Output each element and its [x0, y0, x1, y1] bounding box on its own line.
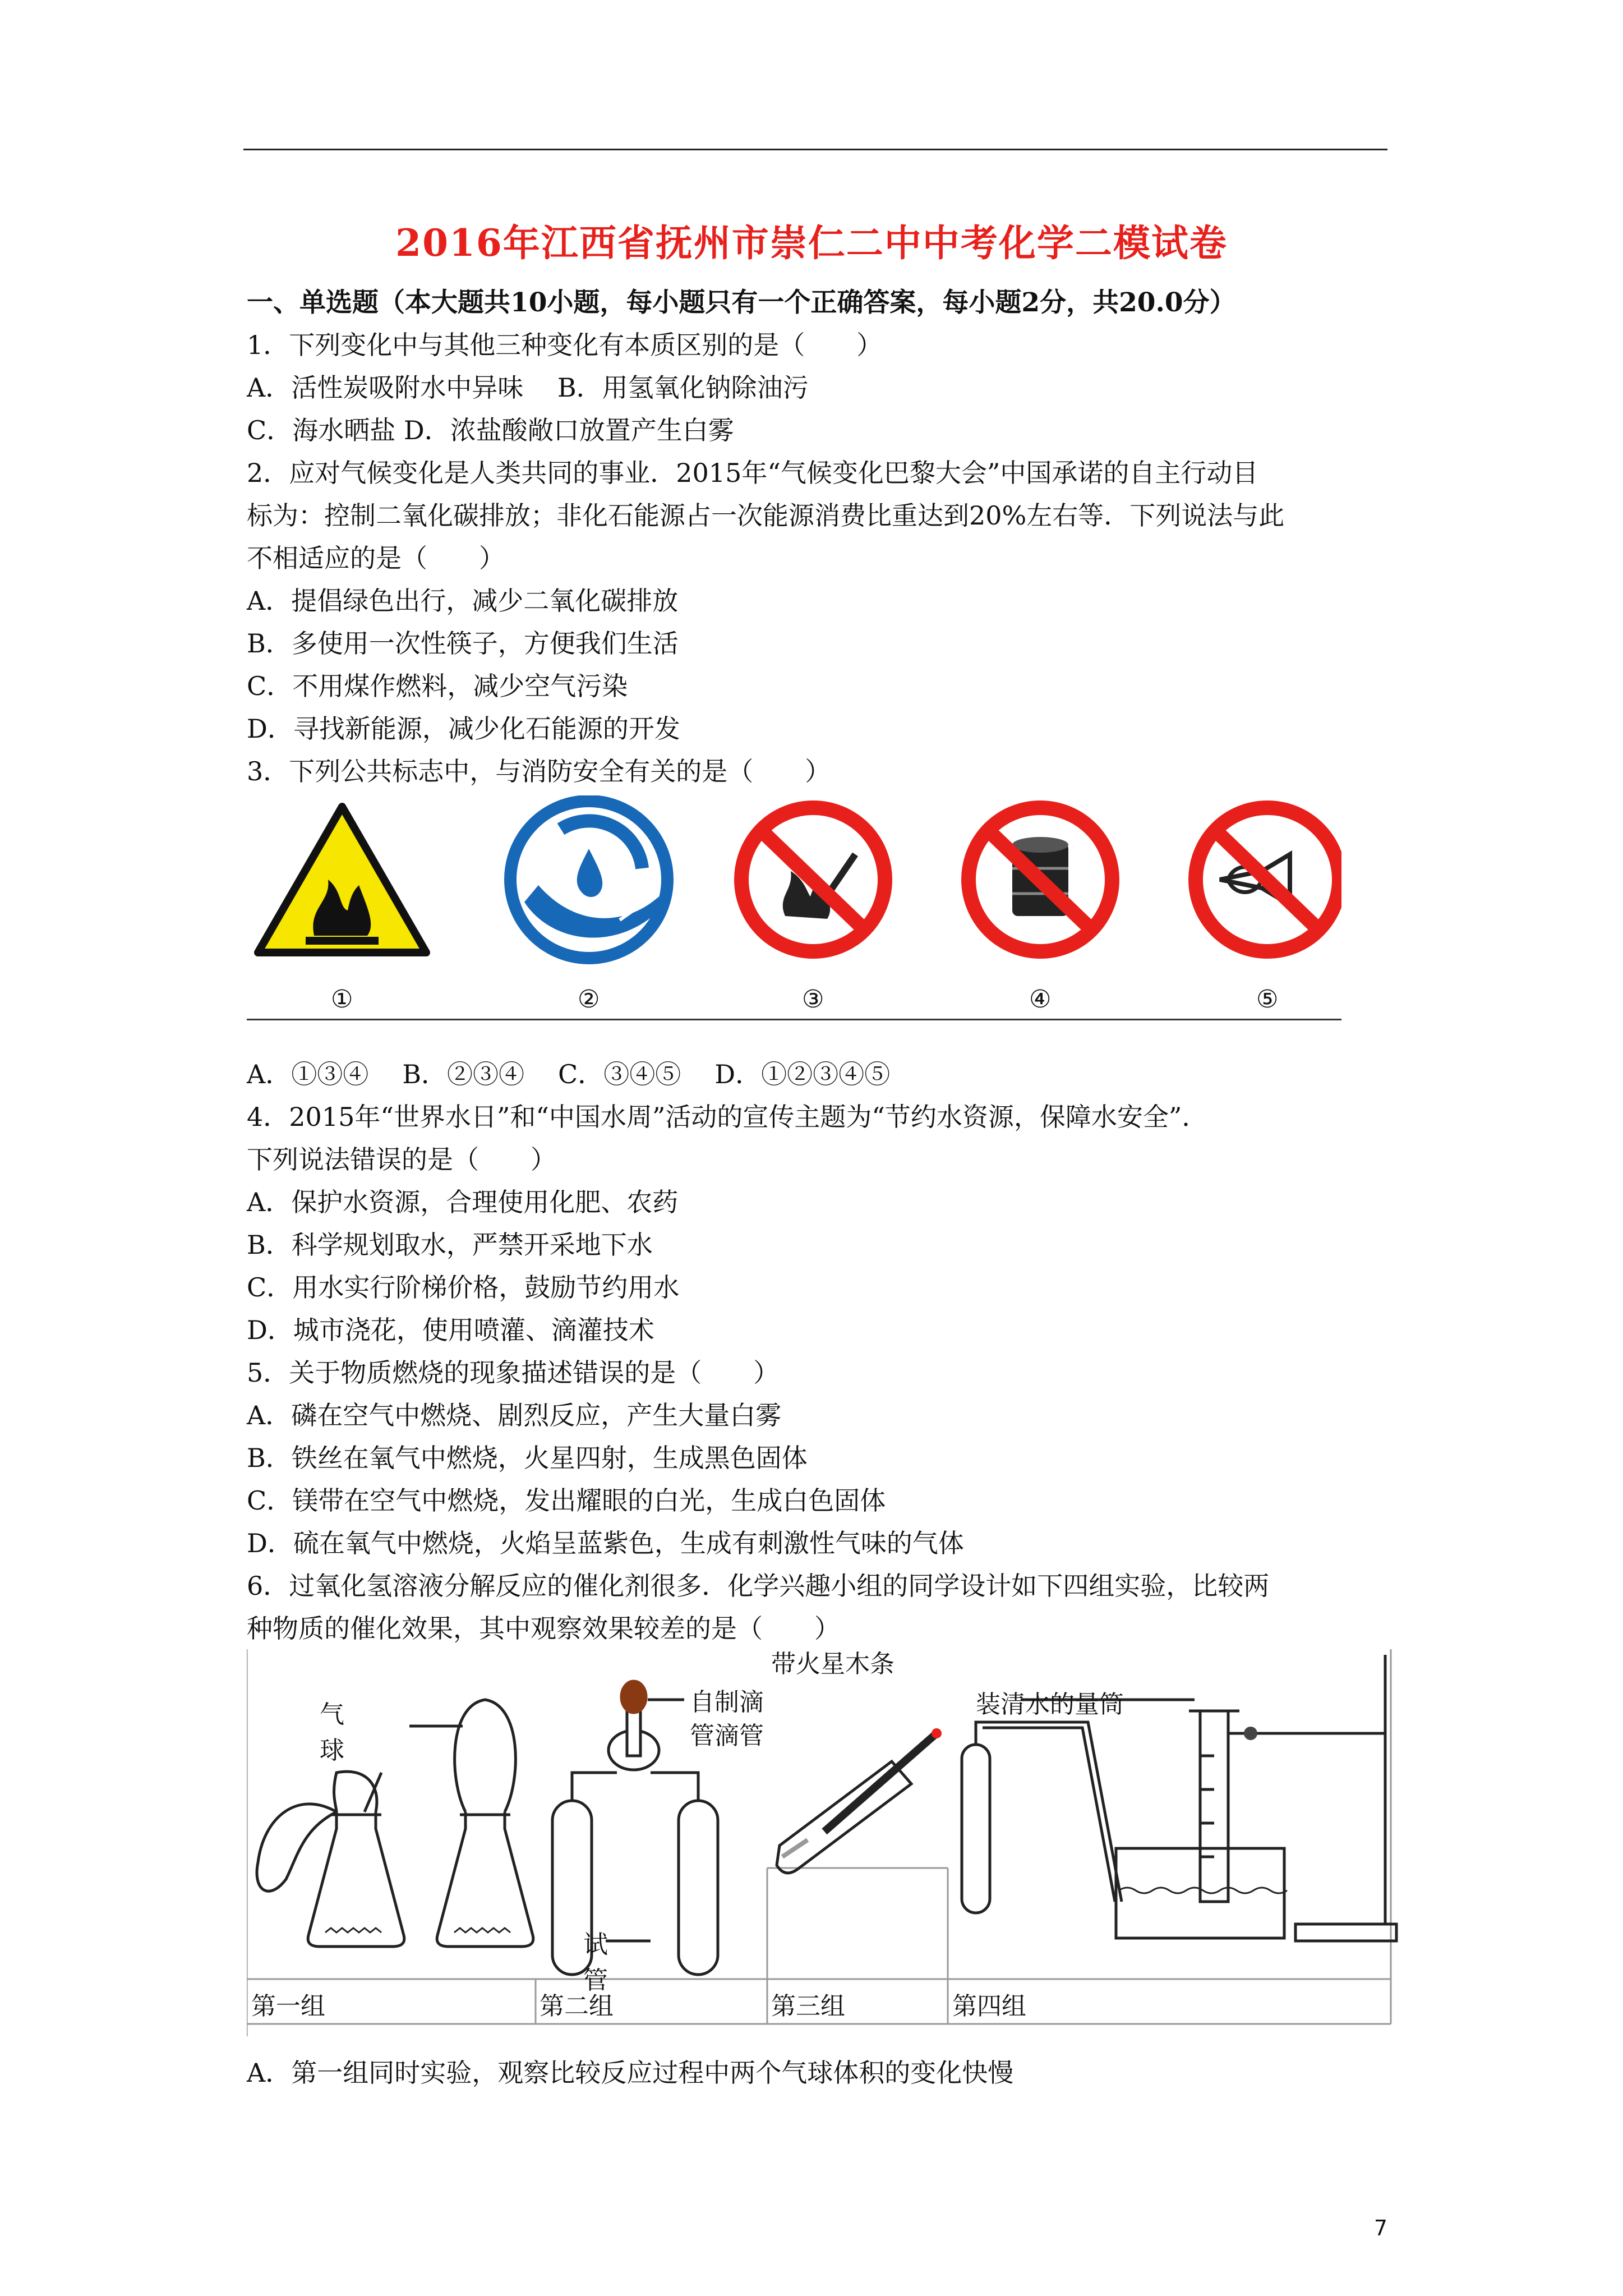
question-5-option-c: C．镁带在空气中燃烧，发出耀眼的白光，生成白色固体	[247, 1485, 886, 1516]
question-2-option-b: B．多使用一次性筷子，方便我们生活	[247, 628, 679, 659]
question-1-stem: 1．下列变化中与其他三种变化有本质区别的是（ ）	[247, 330, 883, 360]
question-1-options-cd: C．海水晒盐 D．浓盐酸敞口放置产生白雾	[247, 415, 734, 445]
question-5-option-a: A．磷在空气中燃烧、剧烈反应，产生大量白雾	[247, 1400, 782, 1430]
question-2-stem: 不相适应的是（ ）	[247, 543, 505, 573]
question-4-stem: 4．2015年“世界水日”和“中国水周”活动的宣传主题为“节约水资源，保障水安全”．	[247, 1102, 1208, 1132]
question-2-option-c: C．不用煤作燃料，减少空气污染	[247, 671, 628, 701]
question-3-option-d: D．①②③④⑤	[714, 1059, 891, 1089]
flammable-warning-sign	[258, 807, 426, 953]
test-tube-label: 试管	[583, 1930, 608, 1995]
question-6-stem: 种物质的催化效果，其中观察效果较差的是（ ）	[247, 1613, 840, 1644]
group-3-label: 第三组	[771, 1992, 845, 2021]
question-3-stem: 3．下列公共标志中，与消防安全有关的是（ ）	[247, 756, 831, 786]
group-4-label: 第四组	[952, 1992, 1026, 2021]
question-6-stem: 6．过氧化氢溶液分解反应的催化剂很多．化学兴趣小组的同学设计如下四组实验，比较两	[247, 1571, 1270, 1601]
question-2-stem: 2．应对气候变化是人类共同的事业．2015年“气候变化巴黎大会”中国承诺的自主行动目	[247, 458, 1258, 488]
question-2-option-d: D．寻找新能源，减少化石能源的开发	[247, 714, 680, 744]
sign-label-2: ②	[578, 985, 600, 1014]
no-open-flame-sign	[741, 808, 885, 951]
sign-label-5: ⑤	[1256, 985, 1279, 1014]
question-3-option-c: C．③④⑤	[558, 1059, 681, 1089]
question-1-options-ab: A．活性炭吸附水中异味 B．用氢氧化钠除油污	[247, 372, 809, 403]
question-2-option-a: A．提倡绿色出行，减少二氧化碳排放	[247, 586, 679, 616]
catalyst-experiment-figure	[247, 1644, 1413, 2042]
sign-label-1: ①	[331, 985, 353, 1014]
water-saving-sign	[510, 801, 667, 958]
cylinder-label: 装清水的量筒	[976, 1690, 1124, 1719]
no-oil-drum-sign	[969, 808, 1112, 951]
question-5-stem: 5．关于物质燃烧的现象描述错误的是（ ）	[247, 1358, 780, 1388]
page-number: 7	[1373, 2216, 1387, 2240]
group-1-label: 第一组	[251, 1992, 325, 2021]
question-4-option-d: D．城市浇花，使用喷灌、滴灌技术	[247, 1315, 654, 1345]
question-5-option-d: D．硫在氧气中燃烧，火焰呈蓝紫色，生成有刺激性气味的气体	[247, 1528, 964, 1558]
no-horn-sign	[1196, 808, 1339, 951]
dropper-label: 管滴管	[690, 1722, 764, 1750]
dropper-label: 自制滴	[690, 1688, 764, 1717]
group-2-label: 第二组	[540, 1992, 614, 2021]
question-3-option-a: A．①③④	[247, 1059, 369, 1089]
question-2-stem: 标为：控制二氧化碳排放；非化石能源占一次能源消费比重达到20%左右等．下列说法与此	[247, 500, 1285, 531]
header-rule	[243, 149, 1387, 150]
sign-label-4: ④	[1029, 985, 1052, 1014]
question-6-option-a: A．第一组同时实验，观察比较反应过程中两个气球体积的变化快慢	[247, 2058, 1014, 2088]
page-title: 2016年江西省抚州市崇仁二中中考化学二模试卷	[395, 221, 1228, 265]
question-5-option-b: B．铁丝在氧气中燃烧，火星四射，生成黑色固体	[247, 1443, 808, 1473]
question-4-stem: 下列说法错误的是（ ）	[247, 1144, 556, 1175]
splint-label: 带火星木条	[771, 1650, 895, 1678]
question-3-options	[247, 1057, 924, 1091]
safety-signs-figure	[247, 795, 1341, 1020]
question-4-option-b: B．科学规划取水，严禁开采地下水	[247, 1230, 653, 1260]
sign-label-3: ③	[802, 985, 824, 1014]
group3-splint-test	[777, 1728, 942, 1873]
question-3-option-b: B．②③④	[402, 1059, 525, 1089]
section-heading: 一、单选题（本大题共10小题，每小题只有一个正确答案，每小题2分，共20.0分）	[247, 287, 1236, 318]
balloon-label: 气球	[320, 1700, 344, 1765]
question-4-option-c: C．用水实行阶梯价格，鼓励节约用水	[247, 1272, 680, 1303]
group1-flasks	[257, 1700, 533, 1947]
question-4-option-a: A．保护水资源，合理使用化肥、农药	[247, 1187, 679, 1217]
